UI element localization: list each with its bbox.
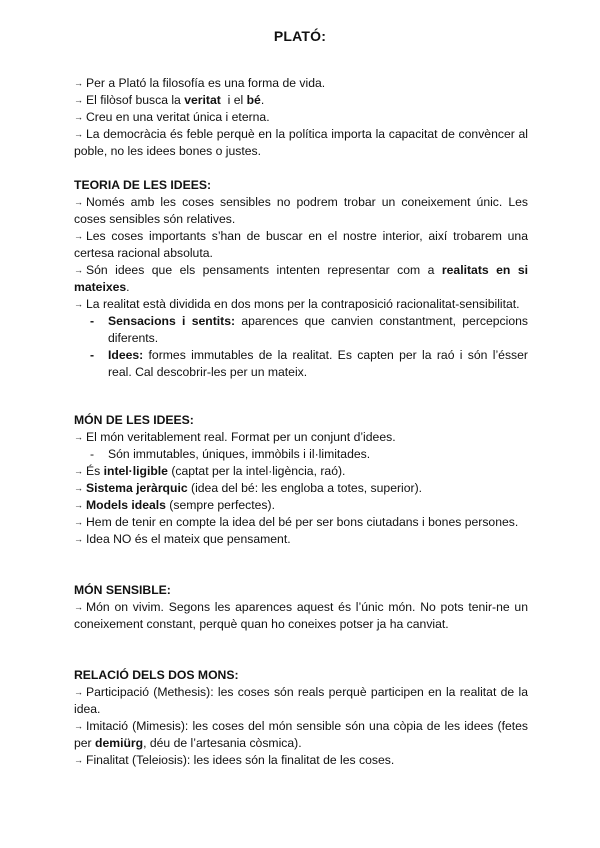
intro-line-3: → Creu en una veritat única i eterna. (74, 110, 270, 124)
relacio-heading: RELACIÓ DELS DOS MONS: (74, 668, 239, 682)
arrow-icon: → (74, 687, 83, 697)
mon-idees-sub: - Són immutables, úniques, immòbils i il·limitades. (90, 447, 371, 461)
mon-idees-p5: → Hem de tenir en compte la idea del bé per ser bons ciutadans i bones persones. (74, 515, 519, 529)
mon-idees-p6: → Idea NO és el mateix que pensament. (74, 532, 291, 546)
teoria-sub-sensacions: - Sensacions i sentits: aparences que canvien constantment, percepcions diferents. (90, 314, 528, 345)
mon-idees-p3: → Sistema jeràrquic (idea del bé: les engloba a totes, superior). (74, 481, 423, 495)
arrow-icon: → (74, 112, 83, 122)
arrow-icon: → (74, 534, 83, 544)
teoria-p1: → Només amb les coses sensibles no podrem trobar un coneixement únic. Les coses sensibles són relatives. (74, 195, 528, 226)
intro-line-2: → El filòsof busca la veritat i el bé. (74, 93, 265, 107)
relacio-p3: → Finalitat (Teleiosis): les idees són la finalitat de les coses. (74, 753, 395, 767)
intro-line-4: → La democràcia és feble perquè en la política importa la capacitat de convèncer al poble, no les idees bones o justes. (74, 127, 528, 158)
mon-idees-p2: → És intel·ligible (captat per la intel·ligència, raó). (74, 464, 346, 478)
relacio-section (74, 667, 528, 769)
arrow-icon: → (74, 602, 83, 612)
mon-sensible-section (74, 582, 528, 633)
relacio-p2: → Imitació (Mimesis): les coses del món sensible són una còpia de les idees (fetes per demiürg, déu de l’artesania còsmica). (74, 719, 528, 750)
arrow-icon: → (74, 231, 83, 241)
intro-section (74, 75, 528, 160)
arrow-icon: → (74, 299, 83, 309)
teoria-heading: TEORIA DE LES IDEES: (74, 178, 212, 192)
arrow-icon: → (74, 500, 83, 510)
page-title: PLATÓ: (273, 28, 327, 44)
teoria-p4: → La realitat està dividida en dos mons per la contraposició racionalitat-sensibilitat. (74, 297, 520, 311)
teoria-sub-idees: - Idees: formes immutables de la realitat. Es capten per la raó i són l’ésser real. Cal descobrir-les per un mateix. (90, 348, 528, 379)
teoria-section (74, 177, 528, 381)
mon-idees-section (74, 412, 528, 548)
arrow-icon: → (74, 432, 83, 442)
arrow-icon: → (74, 265, 83, 275)
mon-sensible-heading: MÓN SENSIBLE: (74, 583, 171, 597)
mon-idees-p1: → El món veritablement real. Format per un conjunt d’idees. (74, 430, 396, 444)
arrow-icon: → (74, 517, 83, 527)
teoria-p3: → Són idees que els pensaments intenten representar com a realitats en si mateixes. (74, 263, 528, 294)
arrow-icon: → (74, 95, 83, 105)
intro-line-1: → Per a Plató la filosofía es una forma de vida. (74, 76, 326, 90)
arrow-icon: → (74, 721, 83, 731)
mon-sensible-p1: → Món on vivim. Segons les aparences aquest és l’únic món. No pots tenir-ne un coneixement constant, perquè quan ho coneixes potser ja ha canviat. (74, 600, 528, 631)
arrow-icon: → (74, 755, 83, 765)
arrow-icon: → (74, 466, 83, 476)
relacio-p1: → Participació (Methesis): les coses són reals perquè participen en la realitat de la idea. (74, 685, 528, 716)
arrow-icon: → (74, 197, 83, 207)
arrow-icon: → (74, 129, 83, 139)
mon-idees-heading: MÓN DE LES IDEES: (74, 413, 194, 427)
teoria-p2: → Les coses importants s’han de buscar en el nostre interior, així trobarem una certesa racional absoluta. (74, 229, 528, 260)
arrow-icon: → (74, 483, 83, 493)
mon-idees-p4: → Models ideals (sempre perfectes). (74, 498, 275, 512)
arrow-icon: → (74, 78, 83, 88)
